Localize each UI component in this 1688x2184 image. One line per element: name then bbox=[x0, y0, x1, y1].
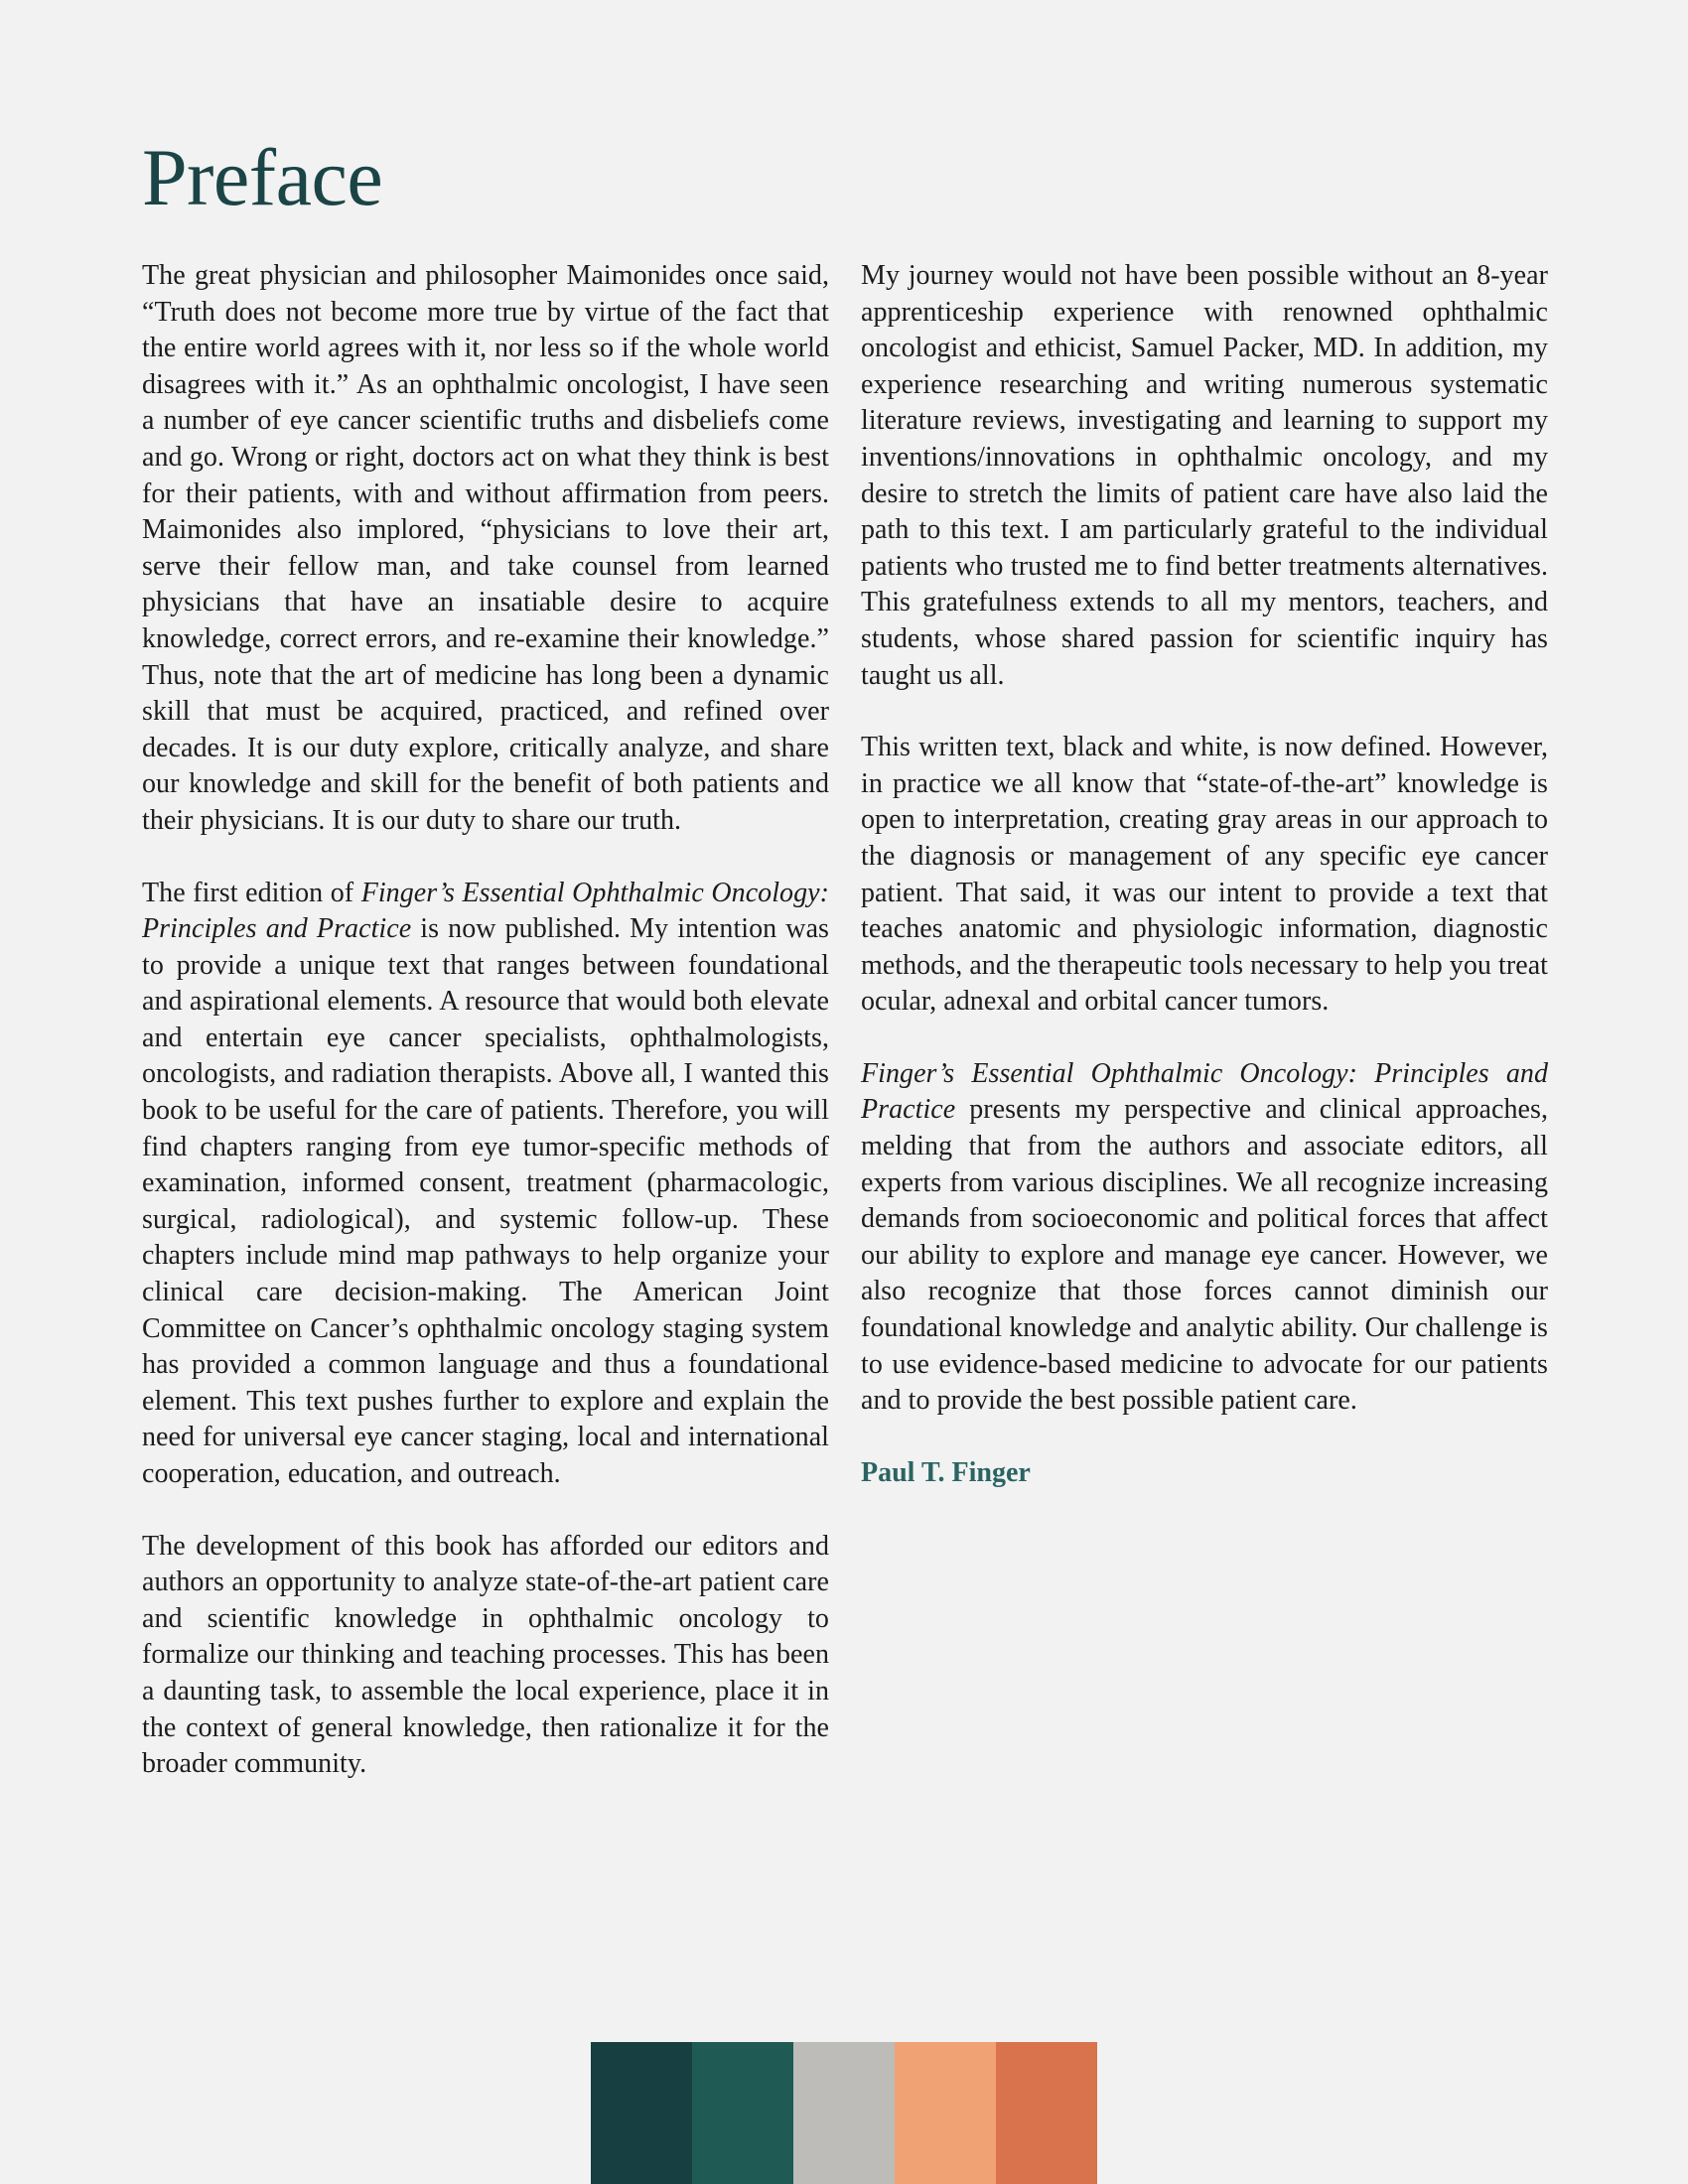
book-title: Finger’s Essential Ophthalmic Oncology: Principles and Practice bbox=[861, 1057, 1548, 1126]
paragraph-development: The development of this book has afforded our editors and authors an opportunity to analyze state-of-the-art patient care and scientific knowledge in ophthalmic oncology to formalize our thinking and teaching processes. This has been a daunting task, to assemble the local experience, place it in the context of general knowledge, then rationalize it for the broader community. bbox=[142, 1530, 829, 1780]
book-title: Finger’s Essential Ophthalmic Oncology: Principles and Practice bbox=[142, 877, 829, 945]
color-swatch-bar bbox=[591, 2042, 1097, 2184]
paragraph-maimonides: The great physician and philosopher Maimonides once said, “Truth does not become more true by virtue of the fact that the entire world agrees with it, nor less so if the whole world disagrees with it.” As an ophthalmic oncologist, I have seen a number of eye cancer scientific truths and disbeliefs come and go. Wrong or right, doctors act on what they think is best for their patients, with and without affirmation from peers. Maimonides also implored, “physicians to love their art, serve their fellow man, and take counsel from learned physicians that have an insatiable desire to acquire knowledge, correct errors, and re-examine their knowledge.” Thus, note that the art of medicine has long been a dynamic skill that must be acquired, practiced, and refined over decades. It is our duty explore, critically analyze, and share our knowledge and skill for the benefit of both patients and their physicians. It is our duty to share our truth. bbox=[142, 260, 829, 836]
paragraph-journey: My journey would not have been possible without an 8-year apprenticeship experience with renowned ophthalmic oncologist and ethicist, Samuel Packer, MD. In addition, my experience researching and writing numerous systematic literature reviews, investigating and learning to support my inventions/innovations in ophthalmic oncology, and my desire to stretch the limits of patient care have also laid the path to this text. I am particularly grateful to the individual patients who trusted me to find better treatments alternatives. This gratefulness extends to all my mentors, teachers, and students, whose shared passion for scientific inquiry has taught us all. bbox=[861, 260, 1548, 691]
color-swatch bbox=[895, 2042, 996, 2184]
paragraph-first-edition bbox=[142, 876, 829, 1493]
left-column bbox=[142, 258, 829, 1819]
right-column bbox=[861, 258, 1548, 1491]
color-swatch bbox=[591, 2042, 692, 2184]
paragraph-perspective bbox=[861, 1056, 1548, 1420]
page-title: Preface bbox=[142, 132, 383, 222]
color-swatch bbox=[793, 2042, 895, 2184]
color-swatch bbox=[692, 2042, 793, 2184]
paragraph-lead-text: The first edition of bbox=[142, 877, 361, 908]
paragraph-body-text: presents my perspective and clinical approaches, melding that from the authors and associate editors, all experts from various disciplines. We all recognize increasing demands from socioeconomic and political forces that affect our ability to explore and manage eye cancer. However, we also recognize that those forces cannot diminish our foundational knowledge and analytic ability. Our challenge is to use evidence-based medicine to advocate for our patients and to provide the best possible patient care. bbox=[861, 1094, 1548, 1417]
author-signature: Paul T. Finger bbox=[861, 1456, 1031, 1488]
paragraph-written-text: This written text, black and white, is now defined. However, in practice we all know that “state-of-the-art” knowledge is open to interpretation, creating gray areas in our approach to the diagnosis or management of any specific eye cancer patient. That said, it was our intent to provide a text that teaches anatomic and physiologic information, diagnostic methods, and the therapeutic tools necessary to help you treat ocular, adnexal and orbital cancer tumors. bbox=[861, 732, 1548, 1018]
paragraph-body-text: is now published. My intention was to provide a unique text that ranges between foundational and aspirational elements. A resource that would both elevate and entertain eye cancer specialists, ophthalmologists, oncologists, and radiation therapists. Above all, I wanted this book to be useful for the care of patients. Therefore, you will find chapters ranging from eye tumor-specific methods of examination, informed consent, treatment (pharmacologic, surgical, radiological), and systemic follow-up. These chapters include mind map pathways to help organize your clinical care decision-making. The American Joint Committee on Cancer’s ophthalmic oncology staging system has provided a common language and thus a foundational element. This text pushes further to explore and explain the need for universal eye cancer staging, local and international cooperation, education, and outreach. bbox=[142, 913, 829, 1489]
color-swatch bbox=[996, 2042, 1097, 2184]
